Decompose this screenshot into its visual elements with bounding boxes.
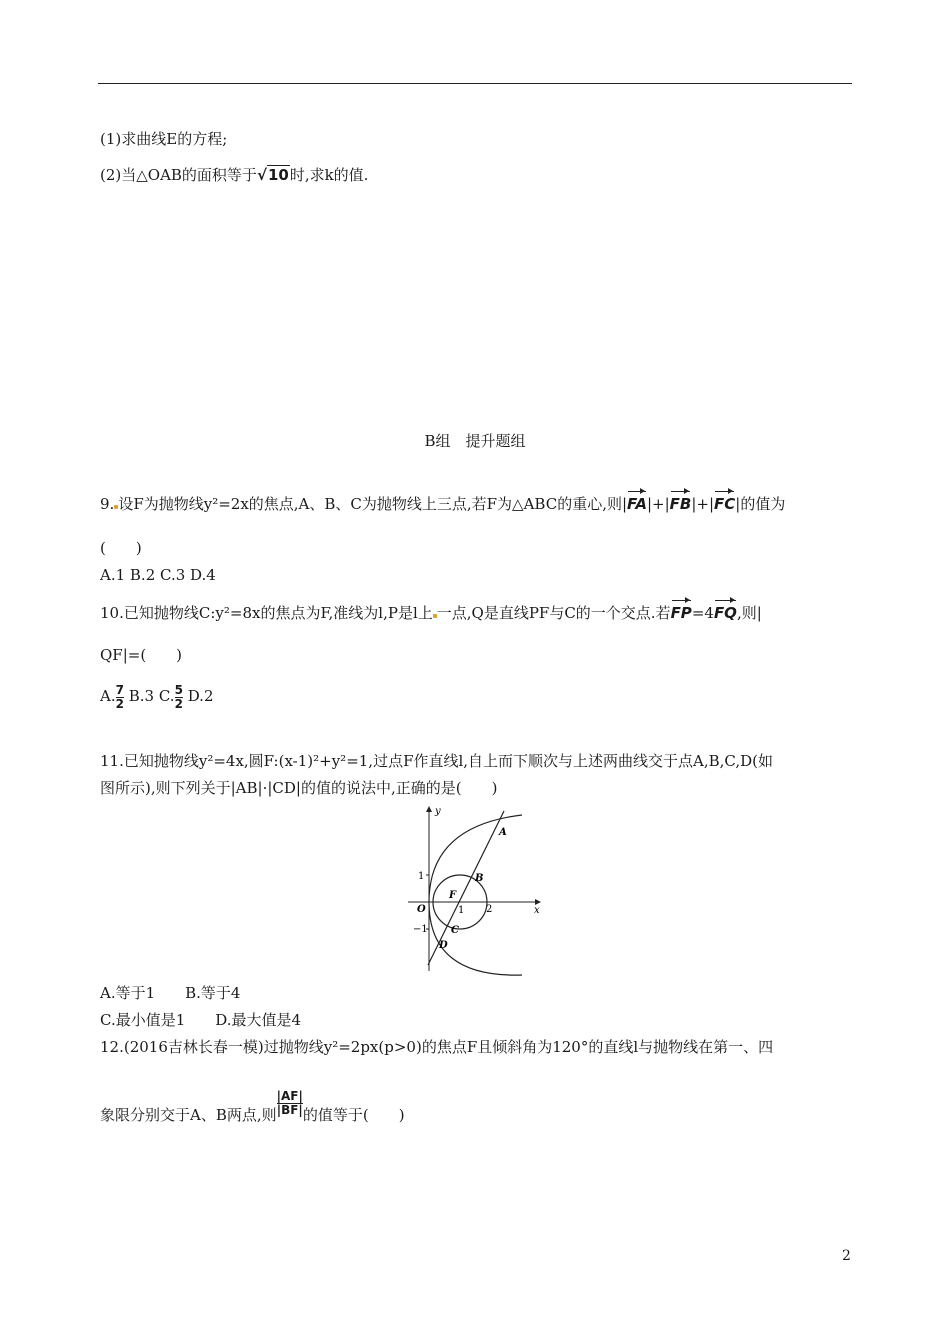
q9-text: 设F为抛物线y²=2x的焦点,A、B、C为抛物线上三点,若F为△ABC的重心,则| [118, 495, 628, 513]
q10-text1: 10.已知抛物线C:y²=8x的焦点为F,准线为l,P是l上 [100, 604, 433, 622]
parabola-circle-figure [402, 801, 548, 977]
q10-options [100, 682, 214, 711]
parabola-curve [429, 815, 522, 975]
q12-line1-text: 12.(2016吉林长春一模)过抛物线y²=2px(p>0)的焦点F且倾斜角为120°的直线l与抛物线在第一、四 [100, 1038, 774, 1056]
q10-eq: =4 [691, 604, 714, 622]
header-rule [98, 83, 852, 84]
q10-line2-text: QF|=( ) [100, 646, 183, 664]
q9-options [100, 565, 216, 585]
q11-options-row1-text: A.等于1 B.等于4 [100, 984, 241, 1002]
q10-stem [100, 603, 762, 623]
q9-paren [100, 538, 142, 558]
section-title [0, 431, 950, 451]
q9-options-text: A.1 B.2 C.3 D.4 [100, 566, 216, 584]
sqrt-expression: √10 [256, 166, 289, 184]
q12-line2-post: 的值等于( ) [302, 1106, 405, 1124]
sqrt-radicand: 10 [267, 166, 289, 184]
q10-opt-bc: B.3 C. [123, 687, 175, 705]
section-title-text: B组 提升题组 [424, 432, 526, 450]
label-d: D [439, 940, 448, 951]
fraction-denominator: 2 [174, 696, 183, 711]
vector-fa: FA [627, 495, 647, 513]
q8-part2-pre: (2)当△OAB的面积等于 [100, 166, 257, 184]
q8-part1-text: (1)求曲线E的方程; [100, 130, 228, 148]
page-number: 2 [842, 1248, 851, 1264]
q10-opt-d: D.2 [182, 687, 214, 705]
q9-sep1: |+| [646, 495, 670, 513]
fraction-numerator: 5 [174, 682, 183, 697]
fraction-7-2 [116, 684, 124, 711]
fraction-5-2 [175, 684, 183, 711]
q9-paren-text: ( ) [100, 539, 142, 557]
q10-text2: 一点,Q是直线PF与C的一个交点.若 [436, 604, 671, 622]
label-x: x [534, 905, 540, 916]
fraction-denominator: 2 [115, 696, 124, 711]
fraction-numerator: |AF| [276, 1089, 303, 1103]
q11-line1-text: 11.已知抛物线y²=4x,圆F:(x-1)²+y²=1,过点F作直线l,自上而下顺次与上述两曲线交于点A,B,C,D(如 [100, 752, 774, 770]
label-a: A [499, 827, 507, 838]
label-o: O [417, 904, 426, 915]
q9-tail: |的值为 [735, 495, 786, 513]
label-x-one: 1 [458, 905, 465, 916]
q12-line1 [100, 1037, 773, 1057]
q11-line2 [100, 778, 497, 798]
q10-opt-a: A. [100, 687, 116, 705]
label-y: y [435, 806, 441, 817]
q11-options-row2-text: C.最小值是1 D.最大值是4 [100, 1011, 302, 1029]
fraction-numerator: 7 [115, 682, 124, 697]
vector-fb: FB [669, 495, 692, 513]
q8-part1 [100, 129, 227, 149]
q11-line2-text: 图所示),则下列关于|AB|·|CD|的值的说法中,正确的是( ) [100, 779, 498, 797]
label-f: F [449, 890, 457, 901]
q11-options-row2 [100, 1010, 301, 1030]
q8-part2-post: 时,求k的值. [289, 166, 369, 184]
label-b: B [475, 873, 484, 884]
q10-tail: ,则| [736, 604, 762, 622]
label-two: 2 [486, 904, 493, 915]
label-y-one: 1 [418, 871, 425, 882]
q10-line2 [100, 645, 182, 665]
q8-part2 [100, 165, 368, 185]
label-c: C [451, 925, 459, 936]
q9-stem [100, 494, 785, 514]
vector-fp: FP [670, 604, 692, 622]
label-neg-one: −1 [413, 924, 428, 935]
q12-line2-pre: 象限分别交于A、B两点,则 [100, 1106, 277, 1124]
fraction-af-bf [277, 1090, 303, 1117]
fraction-denominator: |BF| [276, 1103, 303, 1117]
q11-line1 [100, 751, 773, 771]
q9-sep2: |+| [691, 495, 715, 513]
q12-line2 [100, 1090, 405, 1132]
vector-fc: FC [714, 495, 736, 513]
q11-options-row1 [100, 983, 240, 1003]
vector-fq: FQ [713, 604, 737, 622]
q9-number: 9. [100, 495, 115, 513]
